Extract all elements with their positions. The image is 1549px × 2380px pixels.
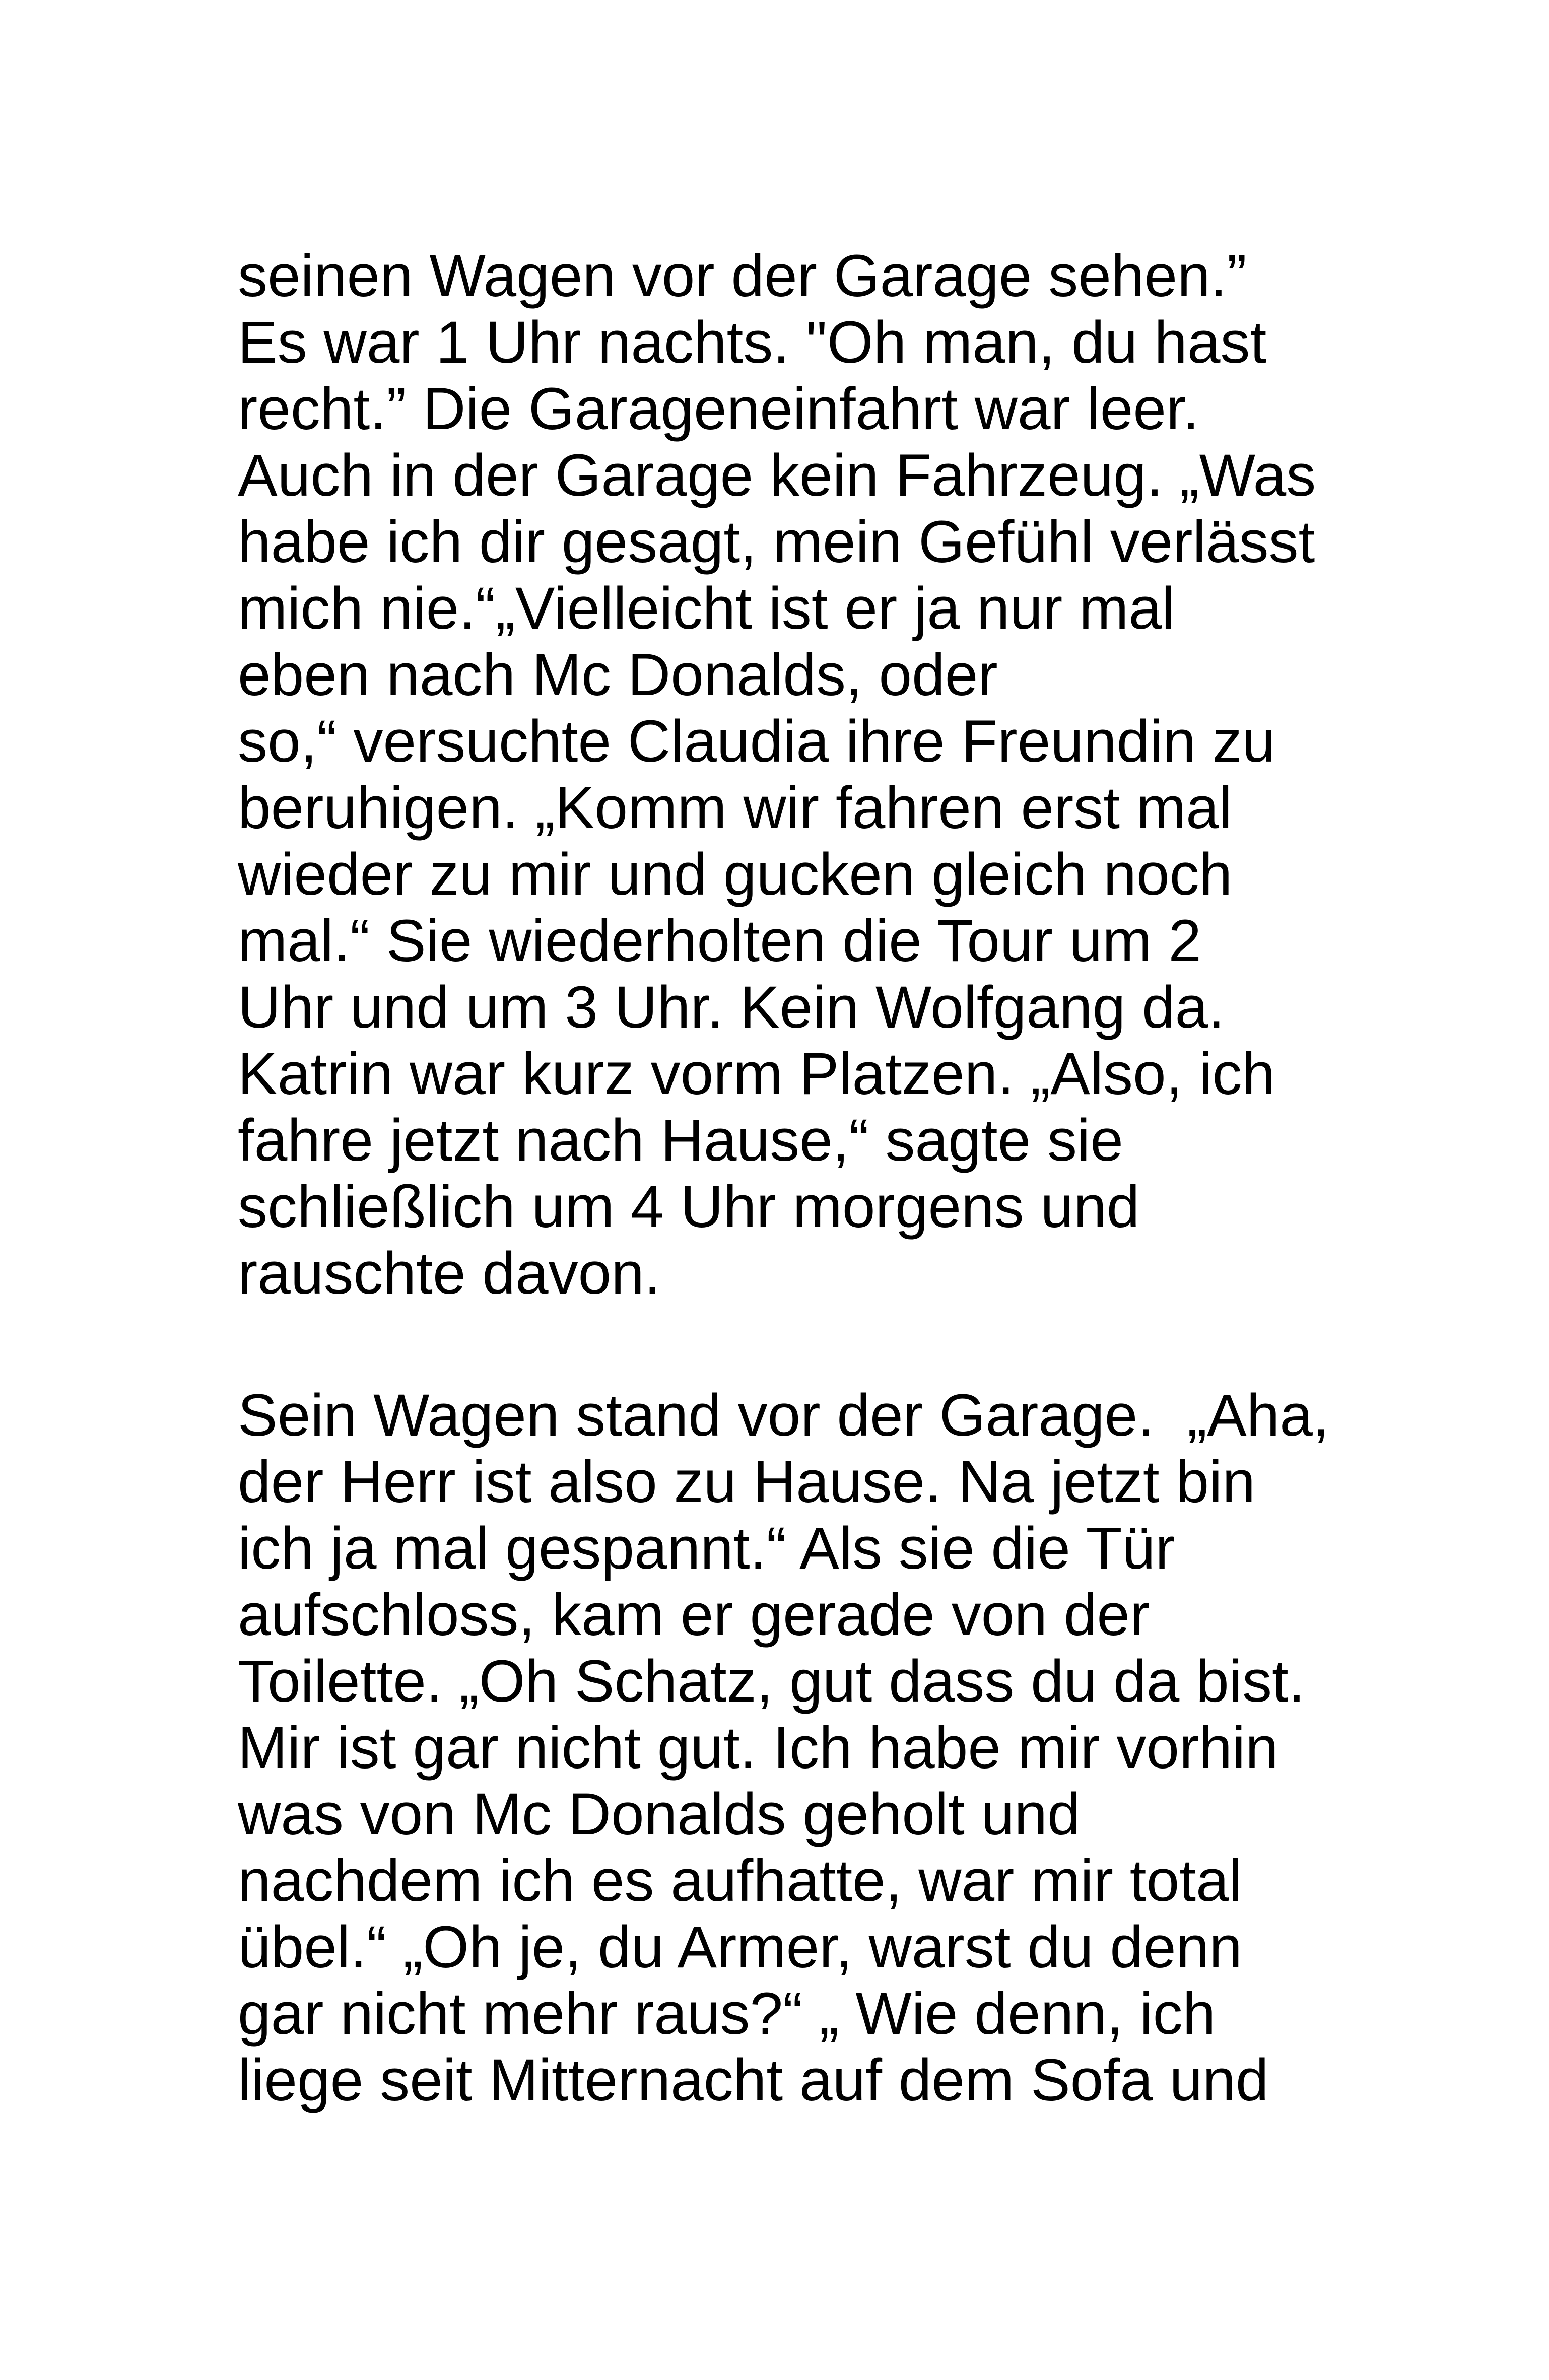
text-line: seinen Wagen vor der Garage sehen.” <box>238 243 1247 309</box>
text-line: eben nach Mc Donalds, oder <box>238 642 998 708</box>
text-line: mich nie.“„Vielleicht ist er ja nur mal <box>238 575 1175 642</box>
text-line: Uhr und um 3 Uhr. Kein Wolfgang da. <box>238 974 1225 1041</box>
text-line: wieder zu mir und gucken gleich noch <box>238 841 1233 908</box>
text-line: gar nicht mehr raus?“ „ Wie denn, ich <box>238 1981 1216 2047</box>
text-line: recht.” Die Garageneinfahrt war leer. <box>238 376 1199 442</box>
text-line: Mir ist gar nicht gut. Ich habe mir vorhin <box>238 1715 1278 1781</box>
text-line: aufschloss, kam er gerade von der <box>238 1582 1150 1648</box>
text-line: Auch in der Garage kein Fahrzeug. „Was <box>238 442 1316 509</box>
text-line: ich ja mal gespannt.“ Als sie die Tür <box>238 1515 1175 1582</box>
text-line: so,“ versuchte Claudia ihre Freundin zu <box>238 708 1275 775</box>
paragraph-1 <box>238 243 1447 1307</box>
text-line: was von Mc Donalds geholt und <box>238 1781 1081 1848</box>
text-line: Katrin war kurz vorm Platzen. „Also, ich <box>238 1041 1275 1107</box>
text-line: liege seit Mitternacht auf dem Sofa und <box>238 2047 1269 2114</box>
text-line: Sein Wagen stand vor der Garage. „Aha, <box>238 1382 1329 1449</box>
text-line: Toilette. „Oh Schatz, gut dass du da bist. <box>238 1648 1305 1715</box>
text-line: nachdem ich es aufhatte, war mir total <box>238 1848 1242 1914</box>
text-line: übel.“ „Oh je, du Armer, warst du denn <box>238 1914 1242 1981</box>
text-line: rauschte davon. <box>238 1240 661 1307</box>
text-line: schließlich um 4 Uhr morgens und <box>238 1174 1140 1240</box>
text-line: der Herr ist also zu Hause. Na jetzt bin <box>238 1449 1255 1515</box>
text-line: mal.“ Sie wiederholten die Tour um 2 <box>238 908 1202 974</box>
paragraph-2 <box>238 1382 1447 2114</box>
text-line: fahre jetzt nach Hause,“ sagte sie <box>238 1107 1123 1174</box>
text-line: Es war 1 Uhr nachts. "Oh man, du hast <box>238 309 1267 376</box>
text-line: beruhigen. „Komm wir fahren erst mal <box>238 775 1232 841</box>
text-line: habe ich dir gesagt, mein Gefühl verlässt <box>238 509 1315 575</box>
